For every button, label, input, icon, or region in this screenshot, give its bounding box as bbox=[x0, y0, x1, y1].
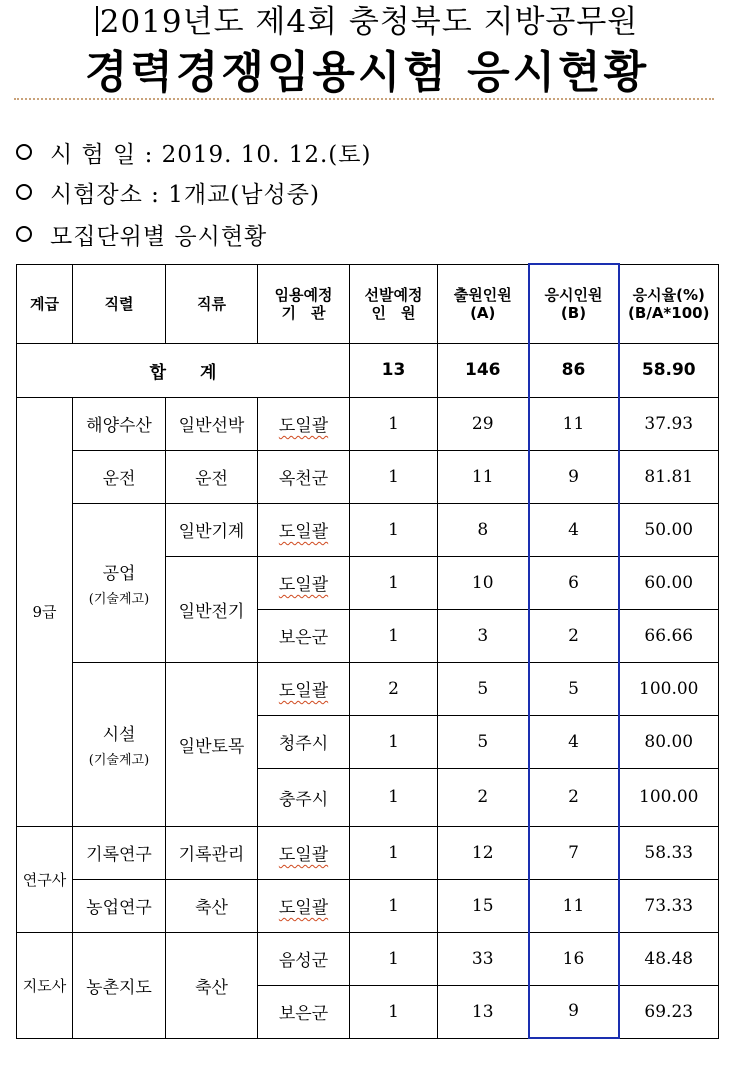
series-cell: 기록연구 bbox=[73, 826, 166, 879]
agency-text: 도일괄 bbox=[278, 845, 329, 865]
planned-cell: 1 bbox=[350, 609, 438, 662]
planned-cell: 1 bbox=[350, 826, 438, 879]
takers-cell: 2 bbox=[529, 609, 619, 662]
class-cell: 기록관리 bbox=[166, 826, 258, 879]
agency-cell bbox=[258, 556, 350, 609]
series-cell bbox=[73, 662, 166, 826]
table-row bbox=[17, 662, 719, 715]
rate-cell: 69.23 bbox=[619, 985, 719, 1038]
header-takers-line2: (B) bbox=[560, 303, 587, 322]
agency-cell: 보은군 bbox=[258, 609, 350, 662]
table-row bbox=[17, 932, 719, 985]
document-title-line2: 경력경쟁임용시험 응시현황 bbox=[84, 47, 650, 98]
header-agency-line2: 기 관 bbox=[281, 303, 326, 322]
applicants-cell: 15 bbox=[438, 879, 529, 932]
grade-guidance: 지도사 bbox=[17, 932, 73, 1038]
planned-cell: 2 bbox=[350, 662, 438, 715]
circle-bullet-icon bbox=[16, 226, 32, 242]
planned-cell: 1 bbox=[350, 879, 438, 932]
header-agency-line1: 임용예정 bbox=[274, 285, 333, 304]
takers-cell: 4 bbox=[529, 715, 619, 768]
takers-cell: 11 bbox=[529, 397, 619, 450]
applicants-cell: 5 bbox=[438, 662, 529, 715]
series-subtext: (기술계고) bbox=[88, 591, 150, 607]
applicants-cell: 8 bbox=[438, 503, 529, 556]
agency-cell bbox=[258, 662, 350, 715]
bullet-text: 시험장소 : 1개교(남성중) bbox=[50, 181, 320, 208]
agency-text: 도일괄 bbox=[278, 898, 329, 918]
takers-cell: 9 bbox=[529, 450, 619, 503]
agency-cell: 보은군 bbox=[258, 985, 350, 1038]
bullet-text: 시 험 일 : 2019. 10. 12.(토) bbox=[50, 141, 372, 168]
planned-cell: 1 bbox=[350, 715, 438, 768]
applicants-cell: 10 bbox=[438, 556, 529, 609]
applicants-cell: 5 bbox=[438, 715, 529, 768]
class-cell: 운전 bbox=[166, 450, 258, 503]
table-row bbox=[17, 503, 719, 556]
planned-cell: 1 bbox=[350, 556, 438, 609]
header-rate-line1: 응시율(%) bbox=[632, 285, 705, 304]
header-applicants bbox=[438, 264, 529, 343]
class-cell: 일반기계 bbox=[166, 503, 258, 556]
table-row bbox=[17, 879, 719, 932]
applicants-cell: 33 bbox=[438, 932, 529, 985]
takers-cell: 16 bbox=[529, 932, 619, 985]
class-cell: 일반선박 bbox=[166, 397, 258, 450]
rate-cell: 50.00 bbox=[619, 503, 719, 556]
document-title-line1 bbox=[0, 2, 734, 42]
title-line1-text: 2019년도 제4회 충청북도 지방공무원 bbox=[99, 4, 639, 40]
header-rate bbox=[619, 264, 719, 343]
series-cell: 농촌지도 bbox=[73, 932, 166, 1038]
rate-cell: 100.00 bbox=[619, 662, 719, 715]
series-cell: 해양수산 bbox=[73, 397, 166, 450]
agency-cell: 충주시 bbox=[258, 768, 350, 826]
agency-text: 도일괄 bbox=[278, 681, 329, 701]
circle-bullet-icon bbox=[16, 184, 32, 200]
bullet-exam-date bbox=[16, 135, 371, 169]
agency-cell bbox=[258, 826, 350, 879]
header-applicants-line2: (A) bbox=[470, 303, 496, 322]
rate-cell: 66.66 bbox=[619, 609, 719, 662]
header-agency bbox=[258, 264, 350, 343]
table-row bbox=[17, 826, 719, 879]
takers-cell: 4 bbox=[529, 503, 619, 556]
application-status-table bbox=[16, 263, 719, 1039]
agency-text: 도일괄 bbox=[278, 575, 329, 595]
applicants-cell: 12 bbox=[438, 826, 529, 879]
total-takers: 86 bbox=[529, 343, 619, 397]
agency-text: 도일괄 bbox=[278, 416, 329, 436]
total-row bbox=[17, 343, 719, 397]
planned-cell: 1 bbox=[350, 503, 438, 556]
series-cell: 운전 bbox=[73, 450, 166, 503]
rate-cell: 60.00 bbox=[619, 556, 719, 609]
planned-cell: 1 bbox=[350, 985, 438, 1038]
series-cell: 농업연구 bbox=[73, 879, 166, 932]
grade-researcher: 연구사 bbox=[17, 826, 73, 932]
header-row bbox=[17, 264, 719, 343]
bullet-text: 모집단위별 응시현황 bbox=[50, 223, 268, 250]
takers-cell: 9 bbox=[529, 985, 619, 1038]
series-text: 공업 bbox=[102, 563, 136, 584]
rate-cell: 81.81 bbox=[619, 450, 719, 503]
agency-text: 도일괄 bbox=[278, 522, 329, 542]
rate-cell: 37.93 bbox=[619, 397, 719, 450]
planned-cell: 1 bbox=[350, 397, 438, 450]
text-cursor bbox=[96, 6, 98, 36]
header-planned bbox=[350, 264, 438, 343]
header-applicants-line1: 출원인원 bbox=[453, 285, 512, 304]
class-cell: 축산 bbox=[166, 879, 258, 932]
grade-9: 9급 bbox=[17, 397, 73, 826]
agency-cell bbox=[258, 397, 350, 450]
bullet-exam-place bbox=[16, 175, 320, 209]
class-cell: 축산 bbox=[166, 932, 258, 1038]
total-planned: 13 bbox=[350, 343, 438, 397]
agency-cell bbox=[258, 879, 350, 932]
takers-cell: 5 bbox=[529, 662, 619, 715]
planned-cell: 1 bbox=[350, 932, 438, 985]
header-takers bbox=[529, 264, 619, 343]
header-planned-line1: 선발예정 bbox=[364, 285, 423, 304]
takers-cell: 7 bbox=[529, 826, 619, 879]
rate-cell: 73.33 bbox=[619, 879, 719, 932]
title-underline bbox=[14, 98, 714, 100]
takers-cell: 11 bbox=[529, 879, 619, 932]
series-cell bbox=[73, 503, 166, 662]
applicants-cell: 11 bbox=[438, 450, 529, 503]
rate-cell: 80.00 bbox=[619, 715, 719, 768]
header-grade: 계급 bbox=[17, 264, 73, 343]
total-applicants: 146 bbox=[438, 343, 529, 397]
agency-cell: 옥천군 bbox=[258, 450, 350, 503]
table-row bbox=[17, 450, 719, 503]
series-subtext: (기술계고) bbox=[88, 753, 150, 768]
class-cell: 일반전기 bbox=[166, 556, 258, 662]
takers-cell: 6 bbox=[529, 556, 619, 609]
total-rate: 58.90 bbox=[619, 343, 719, 397]
bullet-status bbox=[16, 217, 267, 251]
header-series: 직렬 bbox=[73, 264, 166, 343]
header-class: 직류 bbox=[166, 264, 258, 343]
applicants-cell: 29 bbox=[438, 397, 529, 450]
rate-cell: 58.33 bbox=[619, 826, 719, 879]
header-rate-line2: (B/A*100) bbox=[628, 303, 710, 322]
circle-bullet-icon bbox=[16, 144, 32, 160]
agency-cell: 음성군 bbox=[258, 932, 350, 985]
header-planned-line2: 인 원 bbox=[371, 303, 416, 322]
header-takers-line1: 응시인원 bbox=[544, 285, 603, 304]
rate-cell: 100.00 bbox=[619, 768, 719, 826]
agency-cell bbox=[258, 503, 350, 556]
applicants-cell: 2 bbox=[438, 768, 529, 826]
planned-cell: 1 bbox=[350, 450, 438, 503]
total-label: 합 계 bbox=[17, 343, 350, 397]
table-row bbox=[17, 397, 719, 450]
series-text: 시설 bbox=[102, 725, 136, 745]
applicants-cell: 3 bbox=[438, 609, 529, 662]
rate-cell: 48.48 bbox=[619, 932, 719, 985]
class-cell: 일반토목 bbox=[166, 662, 258, 826]
planned-cell: 1 bbox=[350, 768, 438, 826]
applicants-cell: 13 bbox=[438, 985, 529, 1038]
agency-cell: 청주시 bbox=[258, 715, 350, 768]
takers-cell: 2 bbox=[529, 768, 619, 826]
